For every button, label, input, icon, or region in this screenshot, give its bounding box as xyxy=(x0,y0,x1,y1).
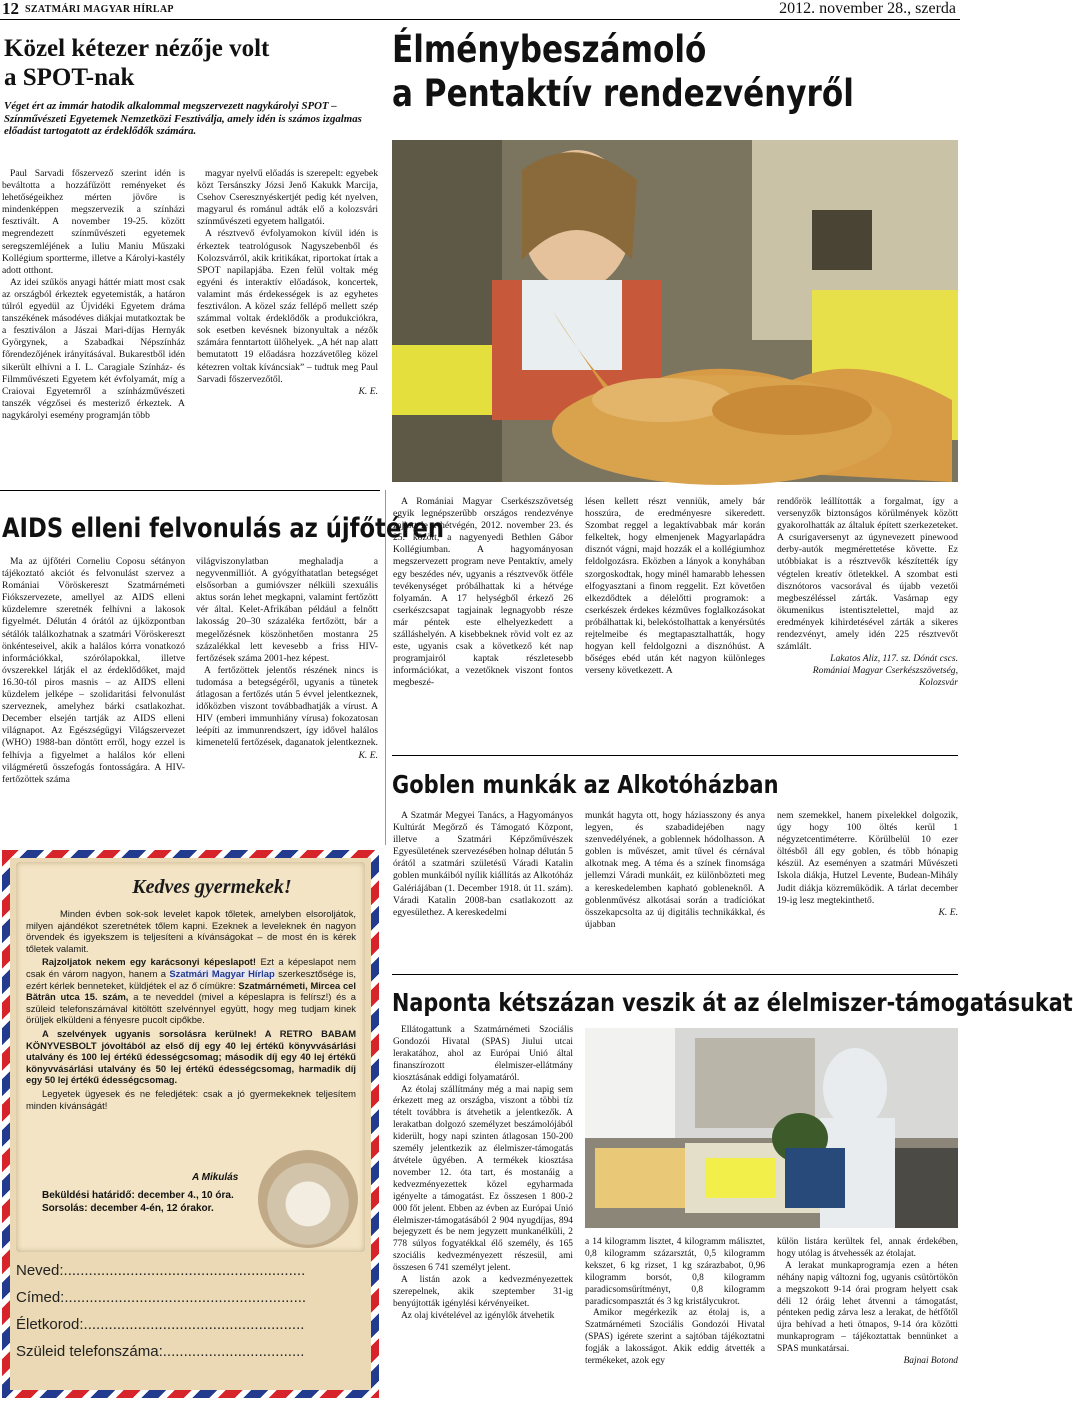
section-divider xyxy=(0,490,380,491)
spot-article xyxy=(0,24,380,480)
field-name[interactable]: Neved:.......................................................... xyxy=(16,1262,306,1279)
food-column-3: külön listára kerültek fel, annak érdekében, hogy utólag is átvehessék az étolajat. A lerakat munkaprogramja ezen a héten néhány napig változni fog, ugyanis csütörtökön a megszokott 9-14 órai program helyett csak déli 12 óráig lehet átvenni a támogatást, pénteken pedig zárva lesz a lerakat, de hétfőtől újra behívad a heti ötnapos, 9-14 óra közötti munkaprogram – tájékoztattak bennünket a SPAS munkatársai. Bajnai Botond xyxy=(777,1237,958,1367)
field-address[interactable]: Címed:.......................................................... xyxy=(16,1289,307,1306)
aids-signature: K. E. xyxy=(358,749,378,761)
santa-text: Minden évben sok-sok levelet kapok tőletek, amelyben elsoroljátok, milyen ajándékot szeretnétek tőlem kapni. Ezeknek a leveleknek én nagyon örvendek és igyekszem is teljesíteni a kívánságokat – de most én is kérek tőletek valamit. Rajzoljatok nekem egy karácsonyi képeslapot! Ezt a képeslapot nem csak én várom nagyon, hanem a Szatmári Magyar Hírlap szerkesztősége is, ezért kérlek benneteket, küldjétek el az ő címükre: Szatmárnémeti, Mircea cel Bătrân utca 15. szám, a te neveddel (mivel a képeslapra is felírsz!) és a szüleid telefonszámával kitöltött szelvénnyel együtt, hogy meg tudjam kinek örüljek elküldeni a fényesre pucolt cipőkbe. A szelvények ugyanis sorsolásra kerülnek! A RETRO BABAM KÖNYVESBOLT jóvoltából az első díj egy 40 lej értékű könyvvásárlási utalvány és 100 lej értékű édességcsomag; második díj egy 40 lej értékű könyvvásárlási utalvány és 50 lej értékű édességcsomag, harmadik díj egy 50 lej értékű édességcsomag. Legyetek ügyesek és ne feledjétek: csak a jó gyermekeknek teljesítem minden kívánságát! xyxy=(26,908,356,1111)
spot-column-2: magyar nyelvű előadás is szerepelt: egyebek közt Tersánszky Józsi Jenő Kakukk Marcija, Csehov Cseresznyéskertjét pedig két nyelven, magyarul és románul adták elő a kolozsvári színművészeti egyetem hallgatói. A résztvevő évfolyamokon kívül idén is érkeztek teatrológusok Nagyszebenből és Kolozsvárról, akik kritikákat, riportokat írtak a SPOT napilapjába. Ezen felül voltak még egyéni és interaktív előadások, koncertek, valamint más érdekességek is az egyhetes fesztiválon. A közel száz fellépő mellett szép számmal voltak érdeklődők a produkciókra, sok esetben kevésnek bizonyultak a nézők számára fenntartott ülőhelyek. „A hét nap alatt bemutatott 19 előadásra hozzávetőleg közel kétezren voltak kíváncsiak” – tudtuk meg Paul Sarvadi főszervezőtől. K. E. xyxy=(197,168,378,397)
food-photo xyxy=(585,1028,958,1228)
pentaktiv-photo xyxy=(392,140,958,482)
spot-title: Közel kétezer nézője volt a SPOT-nak xyxy=(4,35,270,91)
pentaktiv-column-3: rendőrök leállították a forgalmat, így a versenyzők biztonságos körülmények között gyakorolhatták az általuk épített szerkezeteket. A csurigaversenyt az úgynevezett pinewood derby-autók megmérettetése követte. Ez utóbbiakat is a résztvevők készítették így végtelen kreatív ötletekkel. A szombat esti disznótoros vacsorával és újabb vezetői megbeszéléssel zárták. Vasárnap egy ökumenikus istentisztelettel, majd az eredmények kihirdetésével zárták a sikeres rendezvényt, amely idén 225 résztvevőt számlált. Lakatos Aliz, 117. sz. Dónát cscs. Romániai Magyar Cserkészszövetség, Kolozsvár xyxy=(777,496,958,689)
field-age[interactable]: Életkorod:..................................................... xyxy=(16,1316,305,1333)
paper-name: SZATMÁRI MAGYAR HÍRLAP xyxy=(25,4,174,15)
issue-date: 2012. november 28., szerda xyxy=(779,0,956,17)
food-title: Naponta kétszázan veszik át az élelmiszer-támogatásukat xyxy=(392,988,1073,1017)
goblen-divider xyxy=(392,755,958,756)
aids-title: AIDS elleni felvonulás az újfőtéren xyxy=(2,513,445,544)
pentaktiv-title: Élménybeszámoló a Pentaktív rendezvényről xyxy=(392,28,854,115)
aids-column-2: világviszonylatban meghaladja a negyvenmilliót. A gyógyíthatatlan betegséget elsősorban a gumióvszer nélküli szexuális aktus során lehet megkapni, valamint fertőzött vér által. Kelet-Afrikában például a felnőtt lakosság 20–30 százaléka fertőzött, bár a megelőzésnek köszönhetően mostanra 25 százalékkal lett kevesebb a friss HIV-fertőzések száma 2001-hez képest. A fertőzöttek jelentős részének nincs is tudomása a betegségéről, ugyanis a tünetek átlagosan a fertőzés után 5 évvel jelentkeznek, időközben viszont továbbadhatják a vírust. A HIV (emberi immunhiány vírusa) fokozatosan leépíti az immunrendszert, így idővel halálos kimenetelű fertőzések, daganatok jelentkeznek. K. E. xyxy=(196,556,378,761)
paper-name-highlight: Szatmári Magyar Hírlap xyxy=(169,967,275,979)
santa-letter-box xyxy=(2,850,379,1398)
page-number: 12 xyxy=(2,0,19,18)
field-parents-phone[interactable]: Szüleid telefonszáma:.................................. xyxy=(16,1343,305,1360)
food-storage-illustration xyxy=(585,1028,958,1228)
goblen-column-1: A Szatmár Megyei Tanács, a Hagyományos Kultúrát Megőrző és Támogató Központ, illetve a Szatmári Képzőművészek Egyesületének szervezésében holnap délután 5 órától a szatmári születésű Váradi Katalin goblen munkáiból nyílik kiállítás az Alkotóház Galériájában (1. December 1918. út 11. szám). Váradi Katalin 2008-ban csatlakozott az egyesülethez. A kereskedelmi xyxy=(393,810,573,918)
food-divider xyxy=(392,974,958,975)
column-divider xyxy=(385,490,386,845)
food-signature: Bajnai Botond xyxy=(903,1356,958,1367)
santa-deadline: Beküldési határidő: december 4., 10 óra. xyxy=(42,1190,234,1201)
santa-portrait xyxy=(258,1150,358,1248)
pentaktiv-column-1: A Romániai Magyar Cserkészszövetség egyik legnépszerűbb országos rendezvénye zajlott le a hétvégén, 2012. november 23. és 25. között, a nagyenyedi Bethlen Gábor Kollégiumban. A hagyományosan megszervezett program neve Pentaktív, amely egy beszédes név, ugyanis a résztvevők ötféle tevékenységet próbálhattak ki a hétvége folyamán. A 17 helységből érkező 26 cserkészcsapat tagjainak legnagyobb része már péntek este elhelyezkedett a szálláshelyén. A kisebbeknek rövid volt ez az este, ugyanis csak a következő két nap programjairól kaptak részletesebb információkat, a vezetőknek viszont fontos megbeszé- xyxy=(393,496,573,689)
food-column-2: a 14 kilogramm lisztet, 4 kilogramm málisztet, 0,8 kilogramm százarsztát, 0,5 kilogramm kekszet, 6 kg rizset, 1 kg szárazbabot, 0,96 kilogramm borsót, 0,8 kilogramm paradicsomsűrítményt, 0,8 kilogramm paradicsompasztát és 3 kg kristálycukrot. Amikor megérkezik az étolaj is, a Szatmárnémeti Szociális Gondozói Hivatal (SPAS) igérete szerint a sajtóban tájékoztatni fogják a lakosságot. Akik eddig átvették a termékeket, azok egy xyxy=(585,1237,765,1367)
goblen-title: Goblen munkák az Alkotóházban xyxy=(392,770,779,799)
cooking-scene-illustration xyxy=(392,140,958,482)
santa-title: Kedves gyermekek! xyxy=(132,876,292,898)
goblen-column-2: munkát hagyta ott, hogy háziasszony és anya legyen, és szabadidejében nagy szenvedélyének, a goblennek hódolhasson. A goblen is művészet, amit tűvel és cérnával alkotnak meg. A téma és a színek finomsága jellemzi Váradi munkáit, ez különbözteti meg a kereskedelemben kapható gobleneknől. A goblenművész alkotásai során a tradíciókat összekapcsolta az új digitális technikákkal, és újabban xyxy=(585,810,765,930)
pentaktiv-column-2: lésen kellett részt venniük, amely bár hosszúra, de eredményesre sikeredett. Szombat reggel a legaktívabbak már korán felkeltek, hogy elmenjenek Magyarlapádra disznót vágni, majd hozzák el a kollégiumhoz feldolgozásra. Eközben a lányok a konyhában szorgoskodtak, hogy minél hamarabb lehessen elfogyasztani a finom reggelit. Ezt követően elkezdődtek a délelőtti programok: a cserkészek érdekes kézműves foglalkozásokat próbálhattak ki, belekóstolhattak a kenyérsütés rejtelmeibe és megtapasztalhatták, hogy hogyan kell feldolgozni a disznóhúst. A bőséges ebéd után két nagyon különleges verseny következett. A xyxy=(585,496,765,677)
santa-draw-date: Sorsolás: december 4-én, 12 órakor. xyxy=(42,1203,214,1214)
coupon-fields xyxy=(16,1262,365,1370)
spot-signature: K. E. xyxy=(358,385,378,397)
pentaktiv-signature: Lakatos Aliz, 117. sz. Dónát cscs. Romániai Magyar Cserkészszövetség, Kolozsvár xyxy=(812,653,958,689)
food-column-1: Ellátogattunk a Szatmárnémeti Szociális Gondozói Hivatal (SPAS) Jiului utcai lerakatához, ahol az Európai Unió által finanszírozott élelmiszer-ellátmány kiosztásának eddigi folyamatáról. Az étolaj szállítmány még a mai napig sem érkezett meg az országba, viszont a többi tíz tételt továbbra is átvehetik a jelentkezők. A lerakatban dolgozó személyzet beszámolójából kiderült, hogy napi szinten átlagosan 150-200 személy jelentkezik az élelmiszer-támogatás átvétele ügyében. A termékek kiosztása november 12. óta tart, és mostanáig a kedvezményezettek közel egyharmada igényelte a támogatást. Ez összesen 1 800-2 000 főt jelent. Ebben az évben az Európai Unió élelmiszer-támogatásából 2 904 nyugdíjas, 894 bejegyzett és be nem jegyzett munkanélküli, 2 778 súlyos fogyatékkal élő személy, és 165 szociális kedvezményezett részesül, ami összesen 6 741 személyt jelent. A listán azok a kedvezményezettek szerepelnek, akik szeptember 31-ig benyújtották igénylési kérvényeiket. Az olaj kivételével az igénylők átvehetik xyxy=(393,1025,573,1321)
page-header xyxy=(0,0,960,20)
spot-column-1: Paul Sarvadi főszervező szerint idén is beváltotta a hozzáfűzött reményeket és lehetőségeikhez mérten jövőre is mindenképpen megszervezik a színházi fesztivált. A november 19-25. között megrendezett színművészeti egyetemek seregszemléjének a Iuliu Maniu Műszaki Kollégium sportterme, illetve a Károlyi-kastély adott otthont. Az idei szűkös anyagi háttér miatt most csak az országból érkeztek egyetemisták, a határon túlról egyedül az Újvidéki Egyetem dráma tanszékének másodéves diákjai mutatkoztak be a fesztiválon a Jászai Mari-díjas Hernyák Györgynek, a Szabadkai Népszínház főrendezőjének irányításával. Bukarestből idén sikerült elhívni a I. L. Caragiale Színház- és Filmművészeti Egyetem két évfolyamát, míg a Craiovai Egyetemről a színházművészeti tanszék végzősei és mesteriző érkeztek. A nagykárolyi esemény programján több xyxy=(2,168,185,421)
goblen-column-3: nem szemekkel, hanem pixelekkel dolgozik, úgy hogy 100 öltés kerül 1 négyzetcentiméterre. Körülbelül 10 ezer öltésből áll egy goblen, és több hónapig készül. Az eseményen a szatmári Művészeti Iskola diákja, Hutzel Levente, Budean-Mihály Judit diákja közreműködik. A tárlat december 19-ig lesz megtekinthető. K. E. xyxy=(777,810,958,918)
santa-signature: A Mikulás xyxy=(192,1172,239,1183)
aids-column-1: Ma az újfőtéri Corneliu Coposu sétányon tájékoztató akciót és felvonulást szervez a Romániai Vöröskereszt Szatmárnémeti Fiókszervezete, amellyel az AIDS elleni küzdelemre szeretnék felhívni a lakosok figyelmét. Délután 4 órától az újközpontban sétálók találkozhatnak a szatmári Vöröskereszt önkénteseivel, akik a halálos kórra vonatkozó információkkal, szórólapokkal, illetve óvszerekkel látják el az érdeklődőket, majd 16.30-tól piros masnis – az AIDS elleni küzdelem jelképe – szolidaritási felvonulást szerveznek, amelyhez bárki csatlakozhat. December elsején tartják az AIDS elleni világnapot. Az Egészségügyi Világszervezet (WHO) 1988-ban döntött erről, hogy ezzel is felhívja a figyelmet a halálos kór elleni világméretű összefogás fontosságára. A HIV-fertőzöttek száma xyxy=(2,556,185,785)
spot-lead: Véget ért az immár hatodik alkalommal megszervezett nagykárolyi SPOT – Színművészeti Egyetemek Nemzetközi Fesztiválja, amely idén is számos izgalmas előadást tartogatott az érdeklődők számára. xyxy=(4,100,362,138)
goblen-signature: K. E. xyxy=(938,906,958,918)
